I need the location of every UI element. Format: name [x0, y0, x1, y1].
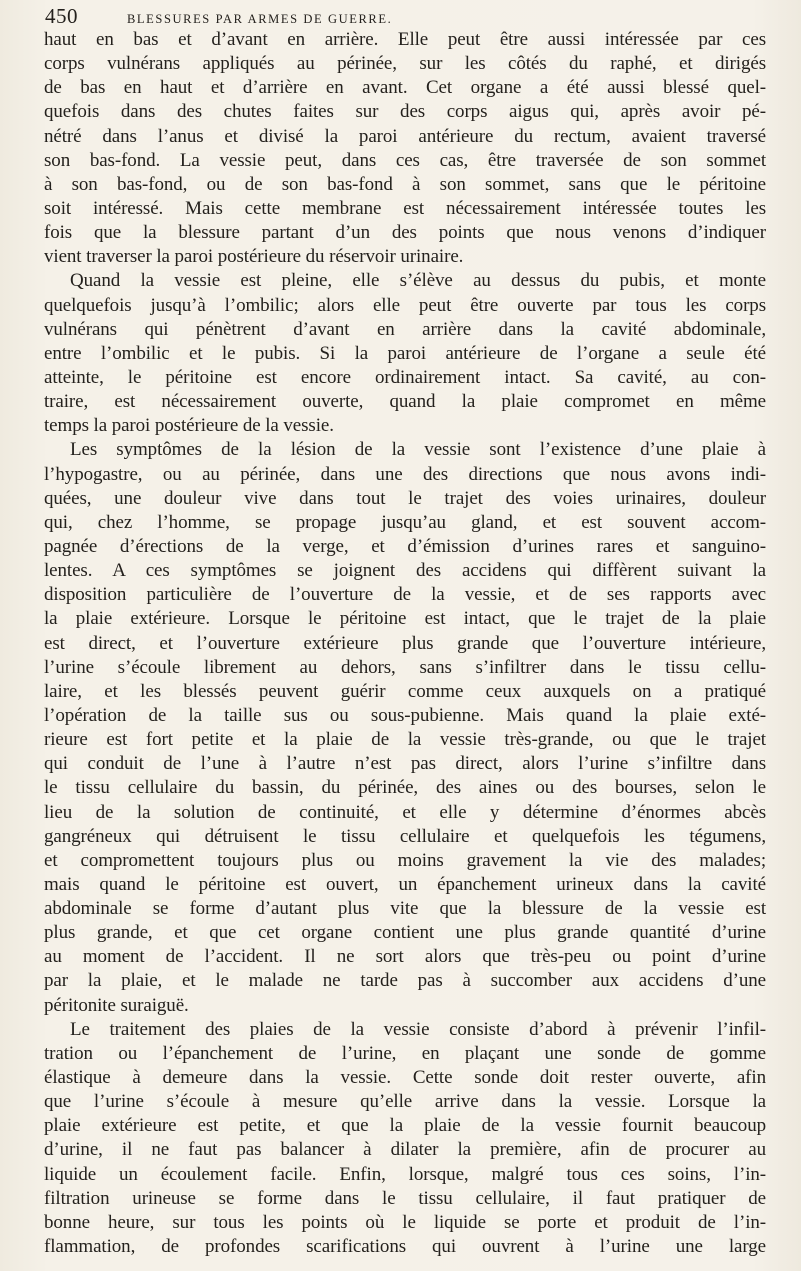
text-line: l’hypogastre, ou au périnée, dans une des directions que nous avons indi-: [44, 463, 766, 485]
text-line: vient traverser la paroi postérieure du réservoir urinaire.: [44, 246, 464, 268]
text-line: abdominale se forme d’autant plus vite que la blessure de la vessie est: [44, 898, 766, 920]
text-line: que l’urine s’écoule à mesure qu’elle arrive dans la vessie. Lorsque la: [44, 1091, 766, 1113]
text-line: est direct, et l’ouverture extérieure plus grande que l’ouverture intérieure,: [44, 632, 766, 654]
text-line: l’opération de la taille sus ou sous-pubienne. Mais quand la plaie exté-: [44, 704, 766, 726]
text-line: Quand la vessie est pleine, elle s’élève au dessus du pubis, et monte: [70, 270, 766, 292]
text-line: mais quand le péritoine est ouvert, un épanchement urineux dans la cavité: [44, 873, 766, 895]
text-line: péritonite suraiguë.: [44, 994, 189, 1016]
text-line: lentes. A ces symptômes se joignent des accidens qui diffèrent suivant la: [44, 560, 766, 582]
text-line: filtration urineuse se forme dans le tissu cellulaire, il faut pratiquer de: [44, 1187, 766, 1209]
text-line: à son bas-fond, ou de son bas-fond à son sommet, sans que le péritoine: [44, 173, 766, 195]
text-line: au moment de l’accident. Il ne sort alors que très-peu ou point d’urine: [44, 946, 766, 968]
text-line: élastique à demeure dans la vessie. Cette sonde doit rester ouverte, afin: [44, 1067, 766, 1089]
text-line: vulnérans qui pénètrent d’avant en arrière dans la cavité abdominale,: [44, 318, 766, 340]
text-line: fois que la blessure partant d’un des points que nous venons d’indiquer: [44, 222, 766, 244]
text-line: son bas-fond. La vessie peut, dans ces cas, être traversée de son sommet: [44, 149, 766, 171]
text-line: liquide un écoulement facile. Enfin, lorsque, malgré tous ces soins, l’in-: [44, 1163, 766, 1185]
text-line: qui, chez l’homme, se propage jusqu’au gland, et est souvent accom-: [44, 511, 766, 533]
text-line: le tissu cellulaire du bassin, du périnée, des aines ou des bourses, selon le: [44, 777, 766, 799]
text-line: temps la paroi postérieure de la vessie.: [44, 415, 334, 437]
text-line: flammation, de profondes scarifications qui ouvrent à l’urine une large: [44, 1236, 766, 1258]
text-line: par la plaie, et le malade ne tarde pas à succomber aux accidens d’une: [44, 970, 766, 992]
text-line: quelquefois jusqu’à l’ombilic; alors elle peut être ouverte par tous les corps: [44, 294, 766, 316]
text-line: de bas en haut et d’arrière en avant. Cet organe a été aussi blessé quel-: [44, 77, 766, 99]
text-line: Les symptômes de la lésion de la vessie sont l’existence d’une plaie à: [70, 439, 766, 461]
text-line: nétré dans l’anus et divisé la paroi antérieure du rectum, avaient traversé: [44, 125, 766, 147]
text-line: quefois dans des chutes faites sur des corps aigus qui, après avoir pé-: [44, 101, 766, 123]
page-header: [45, 4, 745, 30]
text-line: laire, et les blessés peuvent guérir comme ceux auxquels on a pratiqué: [44, 680, 766, 702]
text-line: d’urine, il ne faut pas balancer à dilater la première, afin de procurer au: [44, 1139, 766, 1161]
text-line: pagnée d’érections de la verge, et d’émission d’urines rares et sanguino-: [44, 535, 766, 557]
text-line: tration ou l’épanchement de l’urine, en plaçant une sonde de gomme: [44, 1042, 766, 1064]
running-title: BLESSURES PAR ARMES DE GUERRE.: [127, 12, 393, 26]
page-number: 450: [45, 4, 78, 28]
text-line: atteinte, le péritoine est encore ordinairement intact. Sa cavité, au con-: [44, 366, 766, 388]
text-line: et compromettent toujours plus ou moins gravement la vie des malades;: [44, 849, 766, 871]
text-line: disposition particulière de l’ouverture de la vessie, et de ses rapports avec: [44, 584, 766, 606]
text-line: traire, est nécessairement ouverte, quand la plaie compromet en même: [44, 391, 766, 413]
text-line: rieure est fort petite et la plaie de la vessie très-grande, ou que le trajet: [44, 729, 766, 751]
text-line: la plaie extérieure. Lorsque le péritoine est intact, que le trajet de la plaie: [44, 608, 766, 630]
body-text: [44, 28, 766, 1259]
text-line: Le traitement des plaies de la vessie consiste d’abord à prévenir l’infil-: [70, 1018, 766, 1040]
text-line: quées, une douleur vive dans tout le trajet des voies urinaires, douleur: [44, 487, 766, 509]
text-line: soit intéressé. Mais cette membrane est nécessairement intéressée toutes les: [44, 197, 766, 219]
text-line: plus grande, et que cet organe contient une plus grande quantité d’urine: [44, 922, 766, 944]
text-line: qui conduit de l’une à l’autre n’est pas direct, alors l’urine s’infiltre dans: [44, 753, 766, 775]
text-line: haut en bas et d’avant en arrière. Elle peut être aussi intéressée par ces: [44, 29, 766, 50]
text-line: l’urine s’écoule librement au dehors, sans s’infiltrer dans le tissu cellu-: [44, 656, 766, 678]
text-line: corps vulnérans appliqués au périnée, sur les côtés du raphé, et dirigés: [44, 53, 766, 75]
text-line: bonne heure, sur tous les points où le liquide se porte et produit de l’in-: [44, 1211, 766, 1233]
text-line: lieu de la solution de continuité, et elle y détermine d’énormes abcès: [44, 801, 766, 823]
text-line: entre l’ombilic et le pubis. Si la paroi antérieure de l’organe a seule été: [44, 342, 766, 364]
text-line: gangréneux qui détruisent le tissu cellulaire et quelquefois les tégumens,: [44, 825, 766, 847]
text-line: plaie extérieure est petite, et que la plaie de la vessie fournit beaucoup: [44, 1115, 766, 1137]
